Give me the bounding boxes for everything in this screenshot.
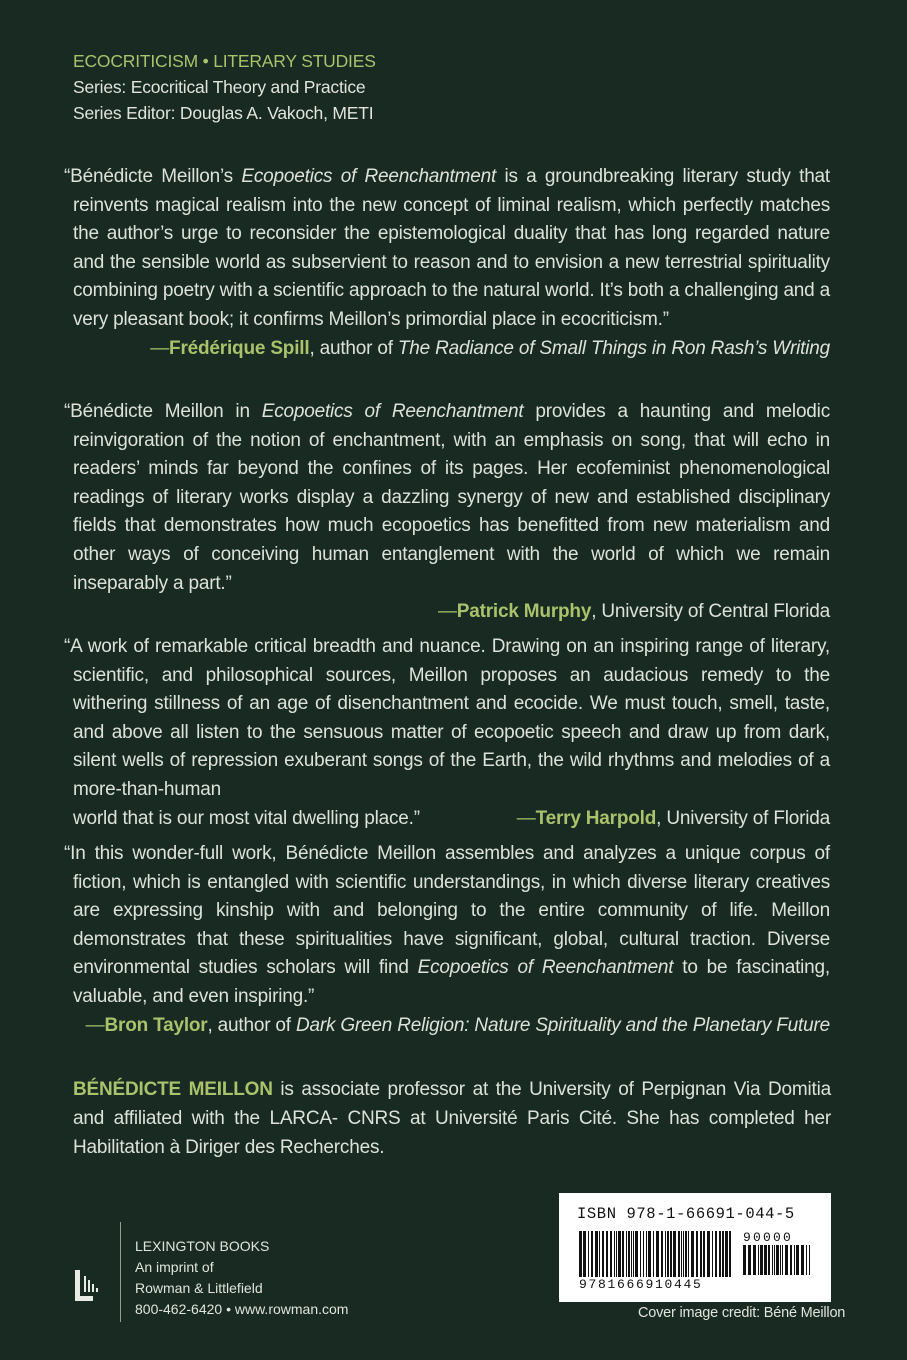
- barcode-addon-digits: 90000: [743, 1230, 794, 1245]
- barcode-stripe: [696, 1231, 698, 1277]
- endorser-name: Bron Taylor: [104, 1014, 208, 1036]
- barcode-stripe: [688, 1231, 689, 1277]
- barcode-stripe: [591, 1231, 593, 1277]
- publisher-block: [73, 1222, 403, 1322]
- barcode-digits: 9781666910445: [579, 1277, 703, 1292]
- divider: [120, 1222, 121, 1322]
- publisher-contact: 800-462-6420 • www.rowman.com: [135, 1301, 349, 1317]
- barcode-addon-bars: [743, 1245, 813, 1293]
- book-title: Ecopoetics of Reenchantment: [261, 401, 524, 422]
- barcode-stripe: [790, 1245, 792, 1275]
- barcode-stripe: [719, 1231, 721, 1277]
- barcode-stripe: [743, 1245, 746, 1275]
- barcode-stripe: [776, 1245, 779, 1275]
- series-editor: Series Editor: Douglas A. Vakoch, METI: [73, 103, 374, 123]
- quote-text: “In this wonder-full work, Bénédicte Meillon assembles and analyzes a unique corpus of fiction, which is entangled with scientific understandings, in which diverse literary creatives are expressing kinship with and belonging to the entire community of life. Meillon demonstrates that these spiritualities have significant, global, cultural traction. Diverse environmental studies scholars will find Ecopoetics of Reenchantment to be fascinating, valuable, and even inspiring.”: [64, 843, 830, 1007]
- endorser-affiliation: , University of Central Florida: [591, 601, 830, 623]
- imprint-line: An imprint of: [135, 1259, 214, 1275]
- cover-image-credit: Cover image credit: Béné Meillon: [638, 1305, 846, 1321]
- barcode-stripe: [703, 1231, 705, 1277]
- author-name: BÉNÉDICTE MEILLON: [73, 1079, 273, 1100]
- barcode-stripe: [595, 1231, 598, 1277]
- barcode-bars: [579, 1231, 734, 1277]
- barcode-stripe: [588, 1231, 589, 1277]
- barcode-stripe: [753, 1245, 756, 1275]
- barcode-stripe: [768, 1245, 770, 1275]
- book-title: Ecopoetics of Reenchantment: [241, 166, 497, 187]
- endorsement-quote: [64, 633, 830, 833]
- endorser-work: Dark Green Religion: Nature Spirituality and the Planetary Future: [295, 1014, 830, 1036]
- barcode-stripe: [700, 1231, 702, 1277]
- barcode-stripe: [665, 1231, 666, 1277]
- publisher-name: LEXINGTON BOOKS: [135, 1238, 270, 1254]
- barcode-stripe: [635, 1231, 638, 1277]
- barcode-stripe: [646, 1231, 647, 1277]
- endorsement-quote: [64, 398, 830, 627]
- barcode-stripe: [661, 1231, 663, 1277]
- barcode-stripe: [667, 1231, 669, 1277]
- barcode-stripe: [801, 1245, 804, 1275]
- quote-text: “Bénédicte Meillon in Ecopoetics of Reenchantment provides a haunting and melodic reinvigoration of the notion of enchantment, with an emphasis on song, that will echo in readers’ minds far beyond the confines of its pages. Her ecofeminist phenomenological readings of literary works display a dazzling synergy of new and established disciplinary fields that demonstrates how much ecopoetics has benefitted from new materialism and other ways of conceiving human entanglement with the world of which we remain inseparably a part.”: [64, 401, 830, 594]
- barcode-stripe: [633, 1231, 634, 1277]
- barcode-stripe: [683, 1231, 684, 1277]
- barcode-stripe: [774, 1245, 775, 1275]
- barcode-stripe: [670, 1231, 672, 1277]
- barcode-stripe: [748, 1245, 751, 1275]
- barcode-stripe: [606, 1231, 608, 1277]
- barcode-stripe: [758, 1245, 759, 1275]
- barcode-stripe: [656, 1231, 659, 1277]
- barcode-stripe: [772, 1245, 773, 1275]
- barcode-stripe: [678, 1231, 680, 1277]
- series-name: Series: Ecocritical Theory and Practice: [73, 77, 366, 97]
- quote-attribution: —Patrick Murphy, University of Central Florida: [437, 601, 830, 623]
- lexington-books-logo-icon: [73, 1268, 103, 1304]
- quote-last-line: world that is our most vital dwelling place.” —Terry Harpold, University of Florida: [64, 805, 830, 834]
- quote-text: “A work of remarkable critical breadth and nuance. Drawing on an inspiring range of literary, scientific, and philosophical sources, Meillon proposes an audacious remedy to the withering stillness of an age of disenchantment and ecocide. We must touch, smell, taste, and above all listen to the sensuous matter of ecopoetic speech and draw up from dark, silent wells of repression exuberant songs of the Earth, the wild rhythms and melodies of a more-than-human: [64, 636, 830, 800]
- barcode-stripe: [640, 1231, 641, 1277]
- subject-category: ECOCRITICISM • LITERARY STUDIES: [73, 51, 376, 71]
- barcode: [559, 1193, 831, 1302]
- barcode-stripe: [764, 1245, 767, 1275]
- barcode-stripe: [579, 1231, 582, 1277]
- barcode-stripe: [631, 1231, 632, 1277]
- barcode-stripe: [583, 1231, 586, 1277]
- endorser-affiliation: , University of Florida: [656, 807, 830, 829]
- barcode-stripe: [794, 1245, 795, 1275]
- barcode-stripe: [602, 1231, 604, 1277]
- barcode-stripe: [614, 1231, 615, 1277]
- quote-text: “Bénédicte Meillon’s Ecopoetics of Reenchantment is a groundbreaking literary study that reinvents magical realism into the new concept of liminal realism, which perfectly matches the author’s urge to reconsider the epistemological duality that has long regarded nature and the sensible world as subservient to reason and to envision a new terrestrial spirituality combining poetry with a scientific approach to the natural world. It’s both a challenging and a very pleasant book; it confirms Meillon’s primordial place in ecocriticism.”: [64, 166, 831, 330]
- quote-attribution: —Terry Harpold, University of Florida: [516, 807, 830, 829]
- barcode-stripe: [780, 1245, 781, 1275]
- endorser-work: The Radiance of Small Things in Ron Rash’s Writing: [397, 337, 830, 359]
- barcode-stripe: [681, 1231, 682, 1277]
- barcode-stripe: [760, 1245, 763, 1275]
- barcode-stripe: [653, 1231, 654, 1277]
- barcode-stripe: [796, 1245, 799, 1275]
- barcode-stripe: [722, 1231, 724, 1277]
- barcode-stripe: [599, 1231, 600, 1277]
- barcode-stripe: [715, 1231, 717, 1277]
- endorsement-quote: [64, 840, 830, 1040]
- endorser-name: Terry Harpold: [535, 807, 657, 829]
- barcode-stripe: [691, 1231, 694, 1277]
- barcode-stripe: [806, 1245, 807, 1275]
- barcode-stripe: [785, 1245, 788, 1275]
- barcode-stripe: [809, 1245, 810, 1275]
- endorsement-quote: [64, 163, 830, 363]
- barcode-stripe: [725, 1231, 728, 1277]
- barcode-stripe: [628, 1231, 630, 1277]
- parent-publisher: Rowman & Littlefield: [135, 1280, 263, 1296]
- series-info: [73, 48, 376, 126]
- barcode-stripe: [643, 1231, 644, 1277]
- barcode-stripe: [729, 1231, 731, 1277]
- barcode-stripe: [648, 1231, 651, 1277]
- author-bio: BÉNÉDICTE MEILLON is associate professor at the University of Perpignan Via Domitia and affiliated with the LARCA- CNRS at Université Paris Cité. She has completed her Habilitation à Diriger des Recherches.: [73, 1079, 831, 1158]
- quote-attribution: —Bron Taylor, author of Dark Green Religion: Nature Spirituality and the Planetary Future: [85, 1014, 830, 1036]
- barcode-stripe: [782, 1245, 783, 1275]
- barcode-stripe: [616, 1231, 617, 1277]
- barcode-stripe: [707, 1231, 710, 1277]
- barcode-stripe: [673, 1231, 676, 1277]
- barcode-stripe: [712, 1231, 713, 1277]
- barcode-stripe: [626, 1231, 627, 1277]
- barcode-stripe: [622, 1231, 624, 1277]
- barcode-stripe: [685, 1231, 687, 1277]
- barcode-stripe: [618, 1231, 621, 1277]
- quote-attribution: —Frédérique Spill, author of The Radiance of Small Things in Ron Rash’s Writing: [150, 337, 830, 359]
- barcode-stripe: [610, 1231, 612, 1277]
- endorser-name: Patrick Murphy: [456, 601, 592, 623]
- book-title: Ecopoetics of Reenchantment: [417, 957, 674, 979]
- endorser-name: Frédérique Spill: [169, 337, 310, 359]
- isbn-label: ISBN 978-1-66691-044-5: [577, 1205, 795, 1223]
- publisher-info: [135, 1236, 348, 1320]
